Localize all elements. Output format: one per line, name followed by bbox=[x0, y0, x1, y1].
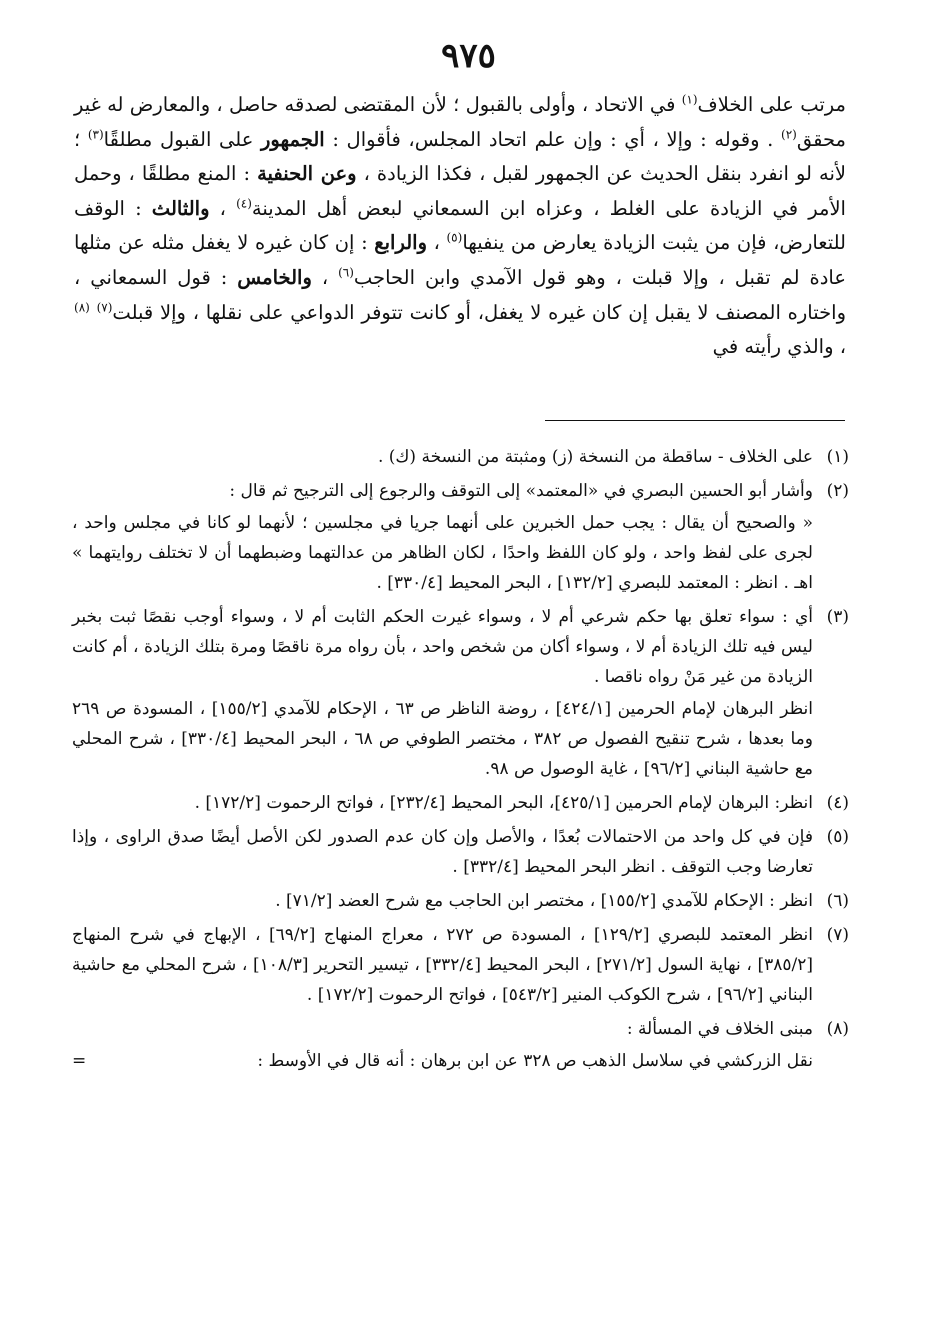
heading-fourth: والرابع bbox=[374, 231, 427, 255]
footnotes bbox=[72, 440, 849, 1080]
footnote-text: انظر : الإحكام للآمدي [١٥٥/٢] ، مختصر ابن الحاجب مع شرح العضد [٧١/٢] . bbox=[275, 891, 813, 911]
page-number: ٩٧٥ bbox=[441, 36, 496, 76]
footnote-ref[interactable]: (٣) bbox=[87, 127, 104, 142]
footnote-4 bbox=[72, 788, 849, 818]
text-segment: . وقوله : وإلا ، أي : وإن علم اتحاد المجلس، فأقوال : bbox=[324, 127, 781, 151]
heading-fifth: والخامس bbox=[237, 265, 312, 289]
footnote-ref[interactable]: (٤) bbox=[236, 196, 252, 211]
continuation-mark: = bbox=[72, 1051, 87, 1071]
footnote-references: انظر البرهان لإمام الحرمين [٤٢٤/١] ، روضة الناظر ص ٦٣ ، الإحكام للآمدي [١٥٥/٢] ، المسودة ص ٢٦٩ وما بعدها ، شرح تنقيح الفصول ص ٣٨٢ ، مختصر الطوفي ص ٦٨ ، البحر المحيط [٣٣٠/٤] ، شرح المحلي مع حاشية البناني [٩٦/٢] ، غاية الوصول ص ٩٨. bbox=[72, 699, 813, 779]
footnote-divider bbox=[545, 420, 845, 421]
footnote-1 bbox=[72, 442, 849, 472]
footnote-number: (٤) bbox=[826, 793, 849, 813]
footnote-number: (٨) bbox=[826, 1019, 849, 1039]
footnote-number: (٧) bbox=[826, 925, 849, 945]
text-segment: ، والذي رأيته في bbox=[712, 335, 846, 359]
footnote-text: فإن في كل واحد من الاحتمالات بُعدًا ، والأصل وإن كان عدم الصدور لكن الأصل أيضًا صدق الراوى ، وإذا تعارضا وجب التوقف . انظر البحر المحيط [٣٣٢/٤] . bbox=[72, 827, 813, 877]
footnote-ref[interactable]: (٨) bbox=[74, 300, 90, 315]
text-segment: : إن كان غيره لا يغفل مثله عن مثلها عادة لم تقبل ، وإلا قبلت ، وهو قول الآمدي وابن الحاجب bbox=[74, 231, 846, 289]
footnote-2 bbox=[72, 476, 849, 598]
footnote-3 bbox=[72, 602, 849, 784]
footnote-ref[interactable]: (٢) bbox=[781, 127, 797, 142]
footnote-ref[interactable]: (١) bbox=[681, 92, 698, 107]
text-segment: ، bbox=[427, 231, 447, 255]
footnote-number: (٦) bbox=[826, 891, 849, 911]
text-segment: مرتب على الخلاف bbox=[697, 93, 846, 116]
footnote-number: (٥) bbox=[826, 827, 849, 847]
footnote-text: نقل الزركشي في سلاسل الذهب ص ٣٢٨ عن ابن برهان : أنه قال في الأوسط : bbox=[257, 1051, 813, 1071]
heading-hanafiyya: وعن الحنفية bbox=[257, 162, 357, 186]
text-segment: : قول السمعاني ، واختاره المصنف لا يقبل إن كان غيره لا يغفل، أو كانت تتوفر الدواعي على نقلها ، وإلا قبلت bbox=[74, 265, 846, 324]
heading-third: والثالث bbox=[151, 196, 210, 220]
footnote-text: أي : سواء تعلق بها حكم شرعي أم لا ، وسواء غيرت الحكم الثابت أم لا ، وسواء أوجب نقصًا ثبت بخبر ليس فيه تلك الزيادة أم لا ، وسواء أكان من شخص واحد ، بأن رواه مرة ناقصًا ومرة بتلك الزيادة ، أم كانت الزيادة من غير مَنْ رواه ناقصا . bbox=[72, 607, 813, 687]
text-segment: على القبول مطلقًا bbox=[103, 127, 261, 151]
text-segment bbox=[90, 301, 97, 324]
footnote-6 bbox=[72, 886, 849, 916]
text-segment: ؛ لأنه لو انفرد بنقل الحديث عن الجمهور لقبل ، فكذا الزيادة ، bbox=[74, 127, 847, 186]
footnote-number: (٣) bbox=[826, 607, 849, 627]
footnote-8 bbox=[72, 1014, 849, 1076]
footnote-5 bbox=[72, 822, 849, 882]
main-text bbox=[74, 88, 846, 365]
footnote-ref[interactable]: (٧) bbox=[96, 300, 113, 315]
text-segment: ، bbox=[209, 196, 237, 220]
text-segment: في الاتحاد ، وأولى بالقبول ؛ لأن المقتضى لصدقه حاصل ، والمعارض له غير محقق bbox=[74, 93, 846, 151]
footnote-number: (١) bbox=[826, 447, 849, 467]
footnote-text: انظر المعتمد للبصري [١٢٩/٢] ، المسودة ص ٢٧٢ ، معراج المنهاج [٦٩/٢] ، الإبهاج في شرح المنهاج [٣٨٥/٢] ، نهاية السول [٢٧١/٢] ، البحر المحيط [٣٣٢/٤] ، تيسير التحرير [١٠٨/٣] ، شرح المحلي مع حاشية البناني [٩٦/٢] ، شرح الكوكب المنير [٥٤٣/٢] ، فواتح الرحموت [١٧٢/٢] . bbox=[72, 925, 813, 1005]
heading-jumhur: الجمهور bbox=[260, 127, 325, 151]
footnote-text: وأشار أبو الحسين البصري في «المعتمد» إلى التوقف والرجوع إلى الترجيح ثم قال : bbox=[229, 481, 813, 501]
footnote-text: على الخلاف - ساقطة من النسخة (ز) ومثبتة من النسخة (ك) . bbox=[377, 447, 813, 467]
text-segment: : المنع مطلقًا ، وحمل الأمر في الزيادة على الغلط ، وعزاه ابن السمعاني لبعض أهل المدينة bbox=[74, 162, 846, 220]
footnote-ref[interactable]: (٦) bbox=[338, 265, 354, 280]
text-segment: ، bbox=[311, 265, 339, 289]
text-segment: : الوقف للتعارض، فإن من يثبت الزيادة يعارض من ينفيها bbox=[74, 196, 846, 255]
footnote-number: (٢) bbox=[826, 481, 849, 501]
footnote-7 bbox=[72, 920, 849, 1010]
footnote-text: انظر: البرهان لإمام الحرمين [٤٢٥/١]، البحر المحيط [٢٣٢/٤] ، فواتح الرحموت [١٧٢/٢] . bbox=[194, 793, 813, 813]
footnote-text: مبنى الخلاف في المسألة : bbox=[626, 1019, 813, 1039]
footnote-ref[interactable]: (٥) bbox=[446, 230, 463, 245]
footnote-quote: « والصحيح أن يقال : يجب حمل الخبرين على أنهما جريا في مجلسين ؛ لأنهما لو كانا في مجلس واحد ، لجرى على لفظ واحد ، ولو كان اللفظ واحدًا ، لكان الظاهر من عدالتهما وضبطهما أن لا تختلف روايتهما » اهـ . انظر : المعتمد للبصري [١٣٢/٢] ، البحر المحيط [٣٣٠/٤] . bbox=[72, 513, 813, 593]
